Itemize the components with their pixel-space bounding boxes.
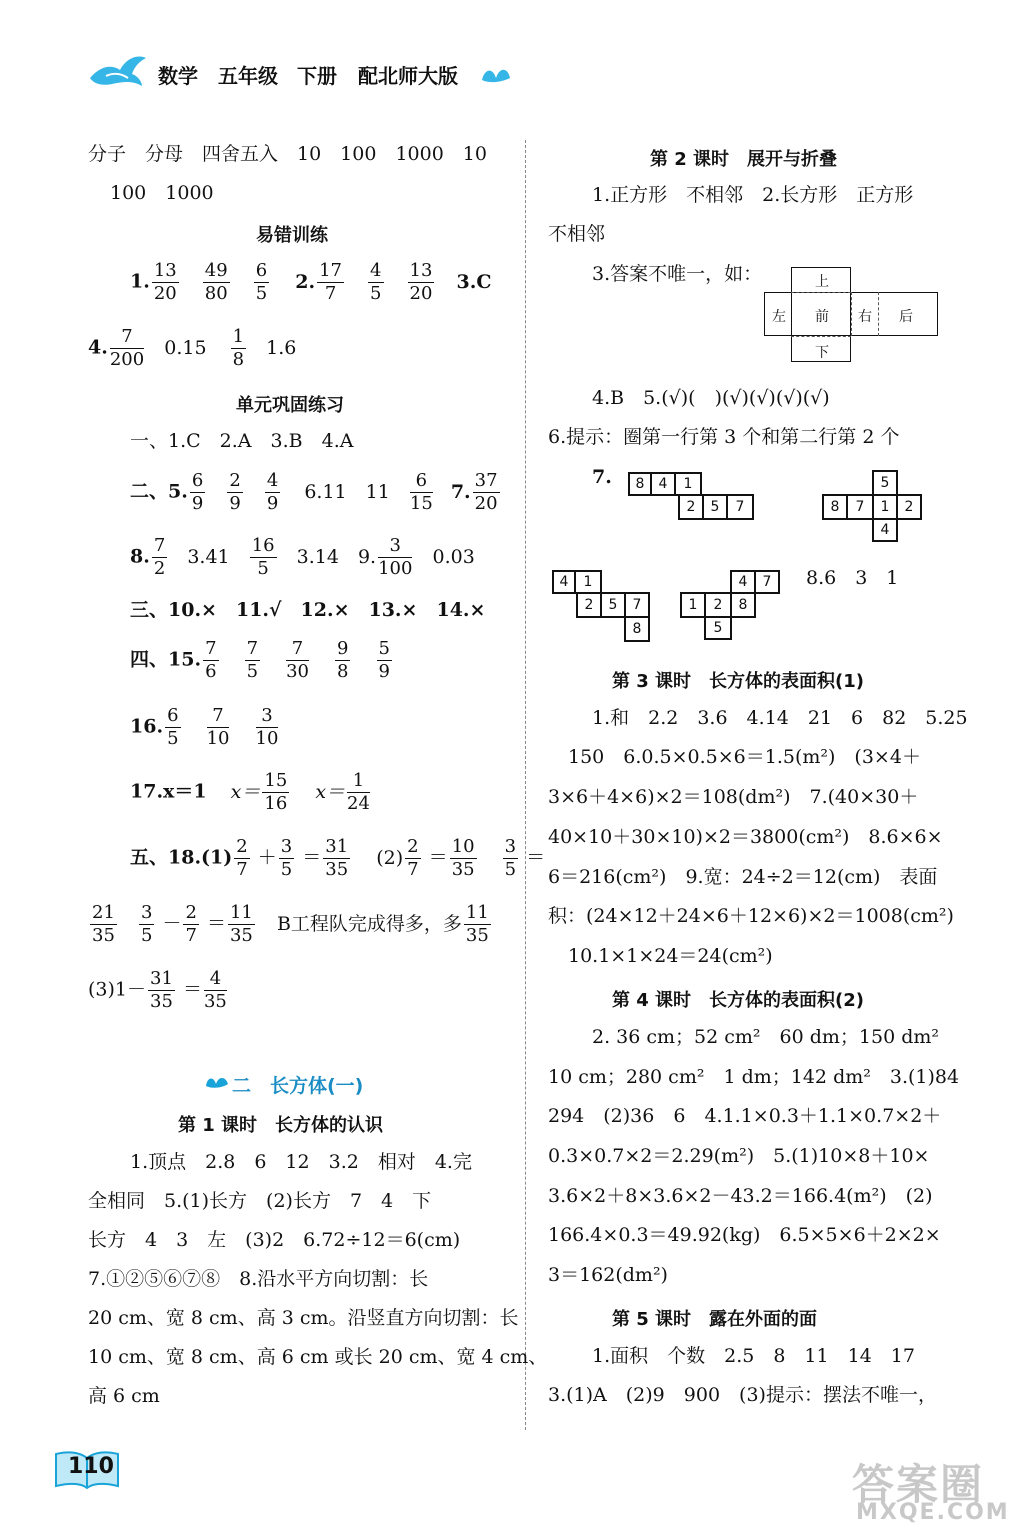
text-line: 1.和 2.2 3.6 4.14 21 6 82 5.25: [592, 707, 968, 729]
net-face-front: 前: [815, 309, 829, 325]
net-cell: 4: [552, 570, 576, 594]
text-line: 40×10＋30×10)×2＝3800(cm²) 8.6×6×: [548, 826, 943, 848]
net-cell: 2: [704, 592, 732, 618]
text-line: 0.3×0.7×2＝2.29(m²) 5.(1)10×8＋10×: [548, 1145, 930, 1167]
net-face-top: 上: [815, 274, 829, 290]
net-cell: 1: [574, 570, 602, 594]
bird-logo-icon: [86, 48, 150, 92]
chapter-title: 二 长方体(一): [232, 1075, 364, 1097]
answer-row: 4. $\frac{7}{200}$ 0.15 $\frac{1}{8}$ 1.6: [88, 326, 297, 370]
text-line: 积：(24×12＋24×6＋12×6)×2＝1008(cm²): [548, 905, 954, 927]
answer-row: 二、5. $\frac{6}{9}$ $\frac{2}{9}$ $\frac{4}{9}$ 6.11 11 $\frac{6}{15}$ 7. $\frac{37}{20}$: [130, 470, 498, 514]
text-line: 6.提示：圈第一行第 3 个和第二行第 2 个: [548, 426, 900, 448]
text-line: 2. 36 cm；52 cm² 60 dm；150 dm²: [592, 1026, 940, 1048]
text-line: 长方 4 3 左 (3)2 6.72÷12＝6(cm): [88, 1229, 461, 1251]
text-line: 3.6×2＋8×3.6×2－43.2＝166.4(m²) (2): [548, 1185, 933, 1207]
net-cell: 1: [674, 472, 702, 496]
net-cell: 7: [846, 494, 874, 520]
answer-row: 五、18.(1) $\frac{2}{7}$ ＋ $\frac{3}{5}$ ＝ $\frac{31}{35}$ (2) $\frac{2}{7}$ ＝ $\frac{10}{35}$ $\frac{3}{5}$ ＝: [130, 836, 546, 880]
net-cell: 7: [754, 570, 780, 594]
text-line: 3.答案不唯一，如：: [592, 263, 763, 285]
text-line: 10 cm、宽 8 cm、高 6 cm 或长 20 cm、宽 4 cm、: [88, 1346, 548, 1368]
text-line: 10 cm；280 cm² 1 dm；142 dm² 3.(1)84: [548, 1066, 960, 1088]
net-cell: 2: [576, 592, 602, 618]
net-face-bottom: 下: [815, 345, 829, 361]
text-line: 不相邻: [548, 223, 606, 245]
net-cell: 5: [872, 470, 898, 496]
lesson-title: 第 2 课时 展开与折叠: [650, 149, 838, 170]
column-divider: [525, 140, 526, 1430]
text-line: 3×6＋4×6)×2＝108(dm²) 7.(40×30＋: [548, 786, 919, 808]
text-line: 100 1000: [110, 182, 214, 204]
net-face-left: 左: [772, 309, 786, 325]
text-line: 6＝216(cm²) 9.宽：24÷2＝12(cm) 表面: [548, 866, 938, 888]
net-cell: 4: [872, 518, 898, 542]
header-volume: 下册: [297, 64, 337, 88]
net-cell: 1: [680, 592, 706, 618]
text-line: 分子 分母 四舍五入 10 100 1000 10: [88, 143, 487, 165]
leaf-icon: [204, 1072, 230, 1090]
lesson-title: 第 5 课时 露在外面的面: [612, 1309, 818, 1330]
header-grade: 五年级: [218, 64, 278, 88]
text-line: 8.6 3 1: [806, 567, 899, 589]
watermark-logo: 答案圈: [852, 1460, 985, 1509]
net-face-right: 右: [858, 309, 872, 325]
net-cell: 7: [726, 494, 754, 520]
net-cell: 2: [678, 494, 704, 520]
text-line: 一、1.C 2.A 3.B 4.A: [130, 430, 354, 452]
watermark-url: MXQE.COM: [856, 1500, 1010, 1525]
net-cell: 8: [624, 616, 650, 642]
text-line: 3＝162(dm²): [548, 1264, 668, 1286]
net-cell: 4: [650, 472, 676, 496]
net-cell: 4: [730, 570, 756, 594]
text-line: 全相同 5.(1)长方 (2)长方 7 4 下: [88, 1190, 432, 1212]
section-title-danyuan: 单元巩固练习: [236, 395, 344, 416]
net-cell: 7: [624, 592, 650, 618]
text-line: 三、10.× 11.√ 12.× 13.× 14.×: [130, 599, 486, 621]
section-title-yicuo: 易错训练: [256, 225, 328, 246]
leaf-icon: [480, 62, 512, 84]
lesson-title: 第 3 课时 长方体的表面积(1): [612, 671, 865, 692]
net-cell: 5: [704, 616, 732, 640]
text-line: 1.顶点 2.8 6 12 3.2 相对 4.完: [130, 1151, 472, 1173]
net-cell: 5: [702, 494, 728, 520]
text-line: 294 (2)36 6 4.1.1×0.3＋1.1×0.7×2＋: [548, 1105, 942, 1127]
text-line: 4.B 5.(√)( )(√)(√)(√)(√): [592, 387, 830, 409]
answer-row: 17.x＝1 x＝ $\frac{15}{16}$ x＝ $\frac{1}{24}$: [130, 770, 370, 814]
header-edition: 配北师大版: [358, 64, 458, 88]
net-cell: 1: [872, 494, 898, 520]
net-cell: 5: [600, 592, 626, 618]
net-cell: 8: [822, 494, 848, 520]
text-line: 3.(1)A (2)9 900 (3)提示：摆法不唯一，: [548, 1384, 937, 1406]
net-cell: 2: [896, 494, 922, 520]
text-line: 7.: [592, 466, 612, 488]
text-line: 150 6.0.5×0.5×6＝1.5(m²) (3×4＋: [568, 746, 921, 768]
text-line: 1.正方形 不相邻 2.长方形 正方形: [592, 184, 914, 206]
answer-row: 1. $\frac{13}{20}$ $\frac{49}{80}$ $\frac{6}{5}$ 2. $\frac{17}{7}$ $\frac{4}{5}$ $\frac{13}{20}$ 3.C: [130, 260, 492, 304]
lesson-title: 第 4 课时 长方体的表面积(2): [612, 990, 865, 1011]
text-line: 7.①②⑤⑥⑦⑧ 8.沿水平方向切割：长: [88, 1268, 429, 1290]
net-cell: 8: [730, 592, 756, 618]
text-line: 20 cm、宽 8 cm、高 3 cm。沿竖直方向切割：长: [88, 1307, 519, 1329]
net-cell: 8: [628, 472, 652, 496]
net-face-back: 后: [899, 309, 913, 325]
answer-row: 8. $\frac{7}{2}$ 3.41 $\frac{16}{5}$ 3.14 9. $\frac{3}{100}$ 0.03: [130, 535, 475, 579]
header-subject: 数学: [158, 64, 198, 88]
answer-row: 16. $\frac{6}{5}$ $\frac{7}{10}$ $\frac{3}{10}$: [130, 705, 279, 749]
text-line: 10.1×1×24＝24(cm²): [568, 945, 773, 967]
page-number: 110: [68, 1454, 114, 1479]
answer-row: (3)1－ $\frac{31}{35}$ ＝ $\frac{4}{35}$: [88, 968, 227, 1012]
answer-row: 四、15. $\frac{7}{6}$ $\frac{7}{5}$ $\frac{7}{30}$ $\frac{9}{8}$ $\frac{5}{9}$: [130, 638, 390, 682]
text-line: 1.面积 个数 2.5 8 11 14 17: [592, 1345, 915, 1367]
answer-row: $\frac{21}{35}$ $\frac{3}{5}$ － $\frac{2}{7}$ ＝ $\frac{11}{35}$ B工程队完成得多，多 $\frac{11}{35}$: [92, 902, 489, 946]
text-line: 166.4×0.3＝49.92(kg) 6.5×5×6＋2×2×: [548, 1224, 941, 1246]
text-line: 高 6 cm: [88, 1385, 160, 1407]
lesson-title: 第 1 课时 长方体的认识: [178, 1115, 384, 1136]
